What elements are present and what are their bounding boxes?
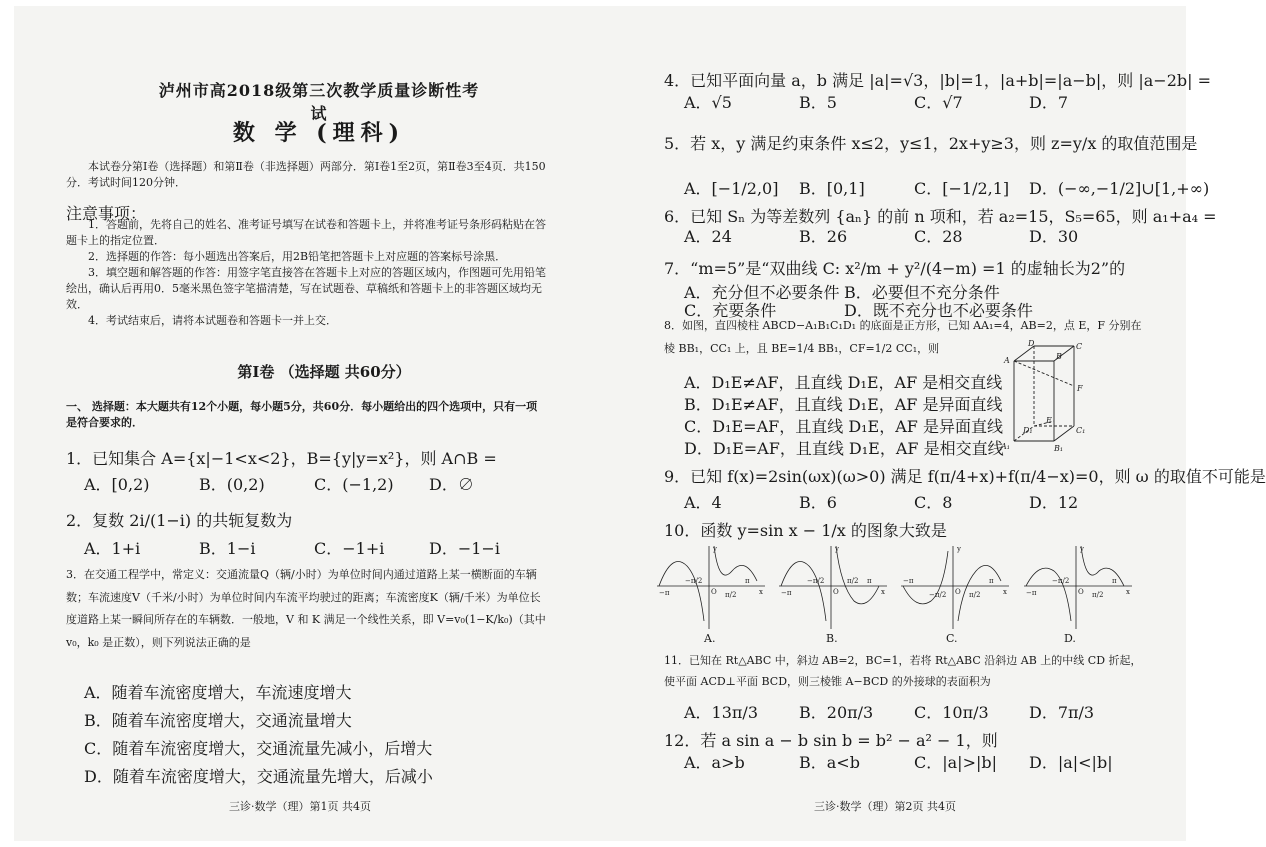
question-3-option-c: C．随着车流密度增大，交通流量先减小，后增大 [84, 739, 433, 758]
question-3-option-b: B．随着车流密度增大，交通流量增大 [84, 711, 352, 730]
graph-a [657, 541, 767, 631]
question-4-options [684, 90, 1144, 113]
question-10-stem: 10．函数 y=sin x − 1/x 的图象大致是 [664, 521, 947, 540]
footer-left: 三诊·数学（理）第1页 共4页 [229, 800, 371, 813]
graph-d-label: D. [1064, 632, 1076, 645]
question-8-option-b: B．D₁E≠AF，且直线 D₁E，AF 是异面直线 [684, 395, 1003, 414]
question-12-option-a: A．a>b [684, 753, 745, 772]
question-4-option-c: C．√7 [914, 93, 963, 112]
question-9-option-c: C．8 [914, 493, 953, 512]
graph-a-neg-pi-label: −π [659, 589, 670, 597]
question-12-option-b: B．a<b [799, 753, 860, 772]
question-2-options [84, 536, 544, 559]
question-9-options [684, 490, 1144, 513]
question-7-option-b: B．必要但不充分条件 [844, 283, 1000, 302]
graph-c-neg-pi-label: −π [903, 577, 914, 585]
question-1-stem: 1．已知集合 A={x|−1<x<2}，B={y|y=x²}，则 A∩B = [66, 449, 497, 468]
question-5-option-a: A．[−1/2,0] [684, 179, 779, 198]
graph-a-label: A. [704, 632, 716, 645]
question-12-option-d: D．|a|<|b| [1029, 753, 1113, 772]
question-12-stem: 12．若 a sin a − b sin b = b² − a² − 1，则 [664, 731, 998, 750]
cube-label-b: B [1056, 352, 1062, 361]
note-4: 4．考试结束后，请将本试题卷和答题卡一并上交． [88, 314, 337, 327]
question-11-option-b: B．20π/3 [799, 703, 874, 722]
question-1-option-d: D．∅ [429, 475, 474, 494]
question-8-option-d: D．D₁E=AF，且直线 D₁E，AF 是相交直线 [684, 439, 1004, 458]
graph-d-x-label: x [1126, 588, 1130, 596]
question-1-option-b: B．(0,2) [199, 475, 265, 494]
graph-a-pi-label: π [745, 577, 750, 585]
section-1-instruction: 一、 选择题：本大题共有12个小题，每小题5分，共60分．每小题给出的四个选项中，只有一项是符合要求的． [66, 400, 538, 429]
graph-b-origin-label: O [833, 588, 839, 596]
graph-c-neg-half-pi-label: −π/2 [929, 591, 947, 599]
graph-c-label: C. [946, 632, 958, 645]
question-5-options [684, 176, 1210, 199]
question-8-option-a: A．D₁E≠AF，且直线 D₁E，AF 是相交直线 [684, 373, 1003, 392]
question-8-stem: 8．如图，直四棱柱 ABCD−A₁B₁C₁D₁ 的底面是正方形，已知 AA₁=4，AB=2，点 E，F 分别在棱 BB₁，CC₁ 上，且 BE=1/4 BB₁，CF=1/2 CC₁，则 [664, 319, 1142, 356]
graph-c-origin-label: O [955, 588, 961, 596]
question-11-options [684, 700, 1144, 723]
question-12-option-c: C．|a|>|b| [914, 753, 997, 772]
question-1-options [84, 472, 544, 495]
question-5-option-c: C．[−1/2,1] [914, 179, 1010, 198]
graph-b-x-label: x [881, 588, 885, 596]
question-7-stem: 7．“m=5”是“双曲线 C: x²/m + y²/(4−m) =1 的虚轴长为2”的 [664, 259, 1126, 278]
graph-c-x-label: x [1003, 588, 1007, 596]
note-2: 2．选择题的作答：每小题选出答案后，用2B铅笔把答题卡上对应题的答案标号涂黑． [88, 250, 507, 263]
question-4-stem: 4．已知平面向量 a，b 满足 |a|=√3，|b|=1，|a+b|=|a−b|，则 |a−2b| = [664, 71, 1212, 90]
question-6-option-a: A．24 [684, 227, 732, 246]
graph-a-origin-label: O [711, 588, 717, 596]
cube-label-c: C [1076, 342, 1083, 351]
question-7-option-a: A．充分但不必要条件 [684, 283, 840, 302]
graph-d-pi-label: π [1112, 577, 1117, 585]
graph-d [1024, 541, 1134, 631]
question-3-option-d: D．随着车流密度增大，交通流量先增大，后减小 [84, 767, 433, 786]
note-1: 1．答题前，先将自己的姓名、准考证号填写在试卷和答题卡上，并将准考证号条形码粘贴在答题卡上的指定位置． [66, 218, 546, 247]
exam-title: 泸州市高2018级第三次教学质量诊断性考试 [158, 81, 480, 123]
note-3: 3．填空题和解答题的作答：用签字笔直接答在答题卡上对应的答题区域内，作图题可先用铅笔绘出，确认后再用0．5毫米黑色签字笔描清楚，写在试题卷、草稿纸和答题卡上的非答题区域均无效． [66, 266, 546, 311]
question-9-option-b: B．6 [799, 493, 837, 512]
question-6-stem: 6．已知 Sₙ 为等差数列 {aₙ} 的前 n 项和，若 a₂=15，S₅=65，则 a₁+a₄ = [664, 207, 1217, 226]
prism-figure [999, 341, 1094, 456]
question-1-option-c: C．(−1,2) [314, 475, 394, 494]
graph-a-y-label: y [713, 545, 717, 553]
question-2-option-c: C．−1+i [314, 539, 385, 558]
graph-b-y-label: y [835, 545, 839, 553]
question-2-option-d: D．−1−i [429, 539, 500, 558]
question-4-option-d: D．7 [1029, 93, 1069, 112]
question-11-option-d: D．7π/3 [1029, 703, 1095, 722]
question-7-option-c: C．充要条件 [684, 301, 777, 320]
question-11-option-a: A．13π/3 [684, 703, 759, 722]
intro-text: 本试卷分第Ⅰ卷（选择题）和第Ⅱ卷（非选择题）两部分．第Ⅰ卷1至2页，第Ⅱ卷3至4页．共150分．考试时间120分钟． [66, 160, 546, 189]
question-9-stem: 9．已知 f(x)=2sin(ωx)(ω>0) 满足 f(π/4+x)+f(π/4−x)=0，则 ω 的取值不可能是 [664, 467, 1266, 486]
question-5-stem: 5．若 x，y 满足约束条件 x≤2，y≤1，2x+y≥3，则 z=y/x 的取值范围是 [664, 134, 1198, 153]
graph-a-x-label: x [759, 588, 763, 596]
question-1-option-a: A．[0,2) [84, 475, 150, 494]
exam-subject: 数 学 (理科) [232, 120, 406, 146]
cube-label-c1: C₁ [1076, 426, 1086, 435]
graph-d-origin-label: O [1078, 588, 1084, 596]
question-6-option-d: D．30 [1029, 227, 1079, 246]
question-6-option-c: C．28 [914, 227, 963, 246]
graph-c-y-label: y [957, 545, 961, 553]
question-8-option-c: C．D₁E=AF，且直线 D₁E，AF 是异面直线 [684, 417, 1003, 436]
graph-d-half-pi-label: π/2 [1092, 591, 1104, 599]
question-6-option-b: B．26 [799, 227, 848, 246]
cube-label-a: A [1004, 356, 1010, 365]
graph-b-pi-label: π [867, 577, 872, 585]
graph-d-neg-pi-label: −π [1026, 589, 1037, 597]
question-9-option-a: A．4 [684, 493, 722, 512]
cube-label-e: E [1046, 416, 1052, 425]
cube-label-d1: D₁ [1023, 426, 1033, 435]
graph-b-neg-pi-label: −π [781, 589, 792, 597]
cube-label-f: F [1077, 384, 1083, 393]
graph-d-neg-half-pi-label: −π/2 [1052, 577, 1070, 585]
section-1-title: 第Ⅰ卷 （选择题 共60分） [237, 363, 411, 381]
graph-b-neg-half-pi-label: −π/2 [807, 577, 825, 585]
graph-d-y-label: y [1080, 545, 1084, 553]
question-11-option-c: C．10π/3 [914, 703, 989, 722]
question-5-option-d: D．(−∞,−1/2]∪[1,+∞) [1029, 179, 1210, 198]
question-4-option-a: A．√5 [684, 93, 732, 112]
graph-b-label: B. [826, 632, 838, 645]
graph-a-half-pi-label: π/2 [725, 591, 737, 599]
cube-label-d: D [1028, 339, 1035, 348]
question-11-stem: 11．已知在 Rt△ABC 中，斜边 AB=2，BC=1，若将 Rt△ABC 沿斜边 AB 上的中线 CD 折起，使平面 ACD⊥平面 BCD，则三棱锥 A−BCD 的外接球的表面积为 [664, 654, 1142, 688]
graph-a-neg-half-pi-label: −π/2 [685, 577, 703, 585]
cube-label-b1: B₁ [1054, 444, 1064, 453]
exam-sheet [14, 6, 1266, 841]
graph-c [901, 541, 1011, 631]
question-3-option-a: A．随着车流密度增大，车流速度增大 [84, 683, 352, 702]
notes-title: 注意事项： [66, 204, 147, 223]
question-3-stem: 3．在交通工程学中，常定义：交通流量Q（辆/小时）为单位时间内通过道路上某一横断面的车辆数；车流速度V（千米/小时）为单位时间内车流平均驶过的距离；车流密度K（辆/千米）为单位长度道路上某一瞬间所存在的车辆数．一般地，V 和 K 满足一个线性关系，即 V=v₀(1−K/k₀)（其中 v₀，k₀ 是正数），则下列说法正确的是 [66, 568, 546, 649]
graph-b-half-pi-label: π/2 [847, 577, 859, 585]
question-6-options [684, 224, 1144, 247]
question-2-option-a: A．1+i [84, 539, 141, 558]
graph-c-pi-label: π [989, 577, 994, 585]
question-9-option-d: D．12 [1029, 493, 1079, 512]
question-2-stem: 2．复数 2i/(1−i) 的共轭复数为 [66, 511, 293, 530]
graph-b [779, 541, 889, 631]
question-2-option-b: B．1−i [199, 539, 256, 558]
question-5-option-b: B．[0,1] [799, 179, 865, 198]
cube-label-a1: A₁ [1001, 442, 1010, 451]
footer-right: 三诊·数学（理）第2页 共4页 [814, 800, 956, 813]
question-4-option-b: B．5 [799, 93, 837, 112]
graph-c-half-pi-label: π/2 [969, 591, 981, 599]
question-7-option-d: D．既不充分也不必要条件 [844, 301, 1033, 320]
question-12-options [684, 750, 1144, 773]
